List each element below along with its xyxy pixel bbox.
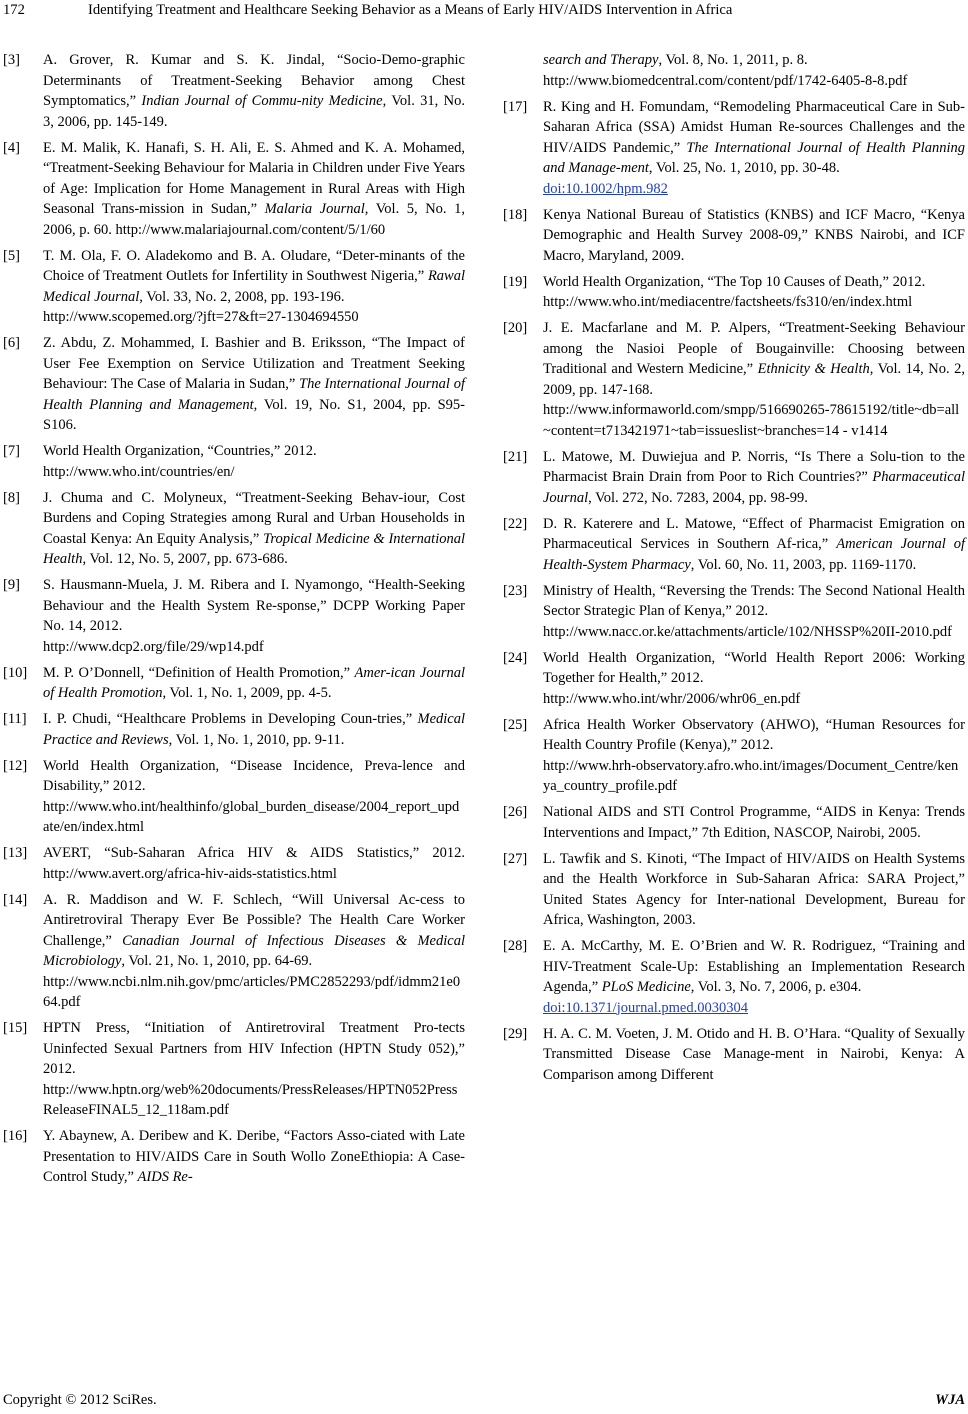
reference-text: World Health Organization, “World Health Report 2006: Working Together for Health,” 2012.: [543, 649, 965, 686]
reference-url: http://www.who.int/whr/2006/whr06_en.pdf: [543, 690, 801, 707]
reference-url: http://www.dcp2.org/file/29/wp14.pdf: [43, 638, 264, 655]
running-title: Identifying Treatment and Healthcare Seeking Behavior as a Means of Early HIV/AIDS Intervention in Africa: [88, 2, 733, 18]
reference-item: [503, 318, 965, 441]
reference-text: Y. Abaynew, A. Deribew and K. Deribe, “Factors Asso-ciated with Late Presentation to HIV/AIDS Care in South Wollo ZoneEthiopia: A Case-Control Study,”: [43, 1128, 465, 1185]
reference-journal: The International Journal of Health Planning and Management: [43, 376, 465, 413]
reference-number: [13]: [3, 845, 28, 861]
reference-journal: AIDS Re-: [137, 1169, 193, 1185]
reference-item: [3, 890, 465, 1013]
reference-body: [543, 514, 965, 576]
reference-text: World Health Organization, “The Top 10 Causes of Death,” 2012.: [543, 273, 926, 290]
reference-text: Z. Abdu, Z. Mohammed, I. Bashier and B. Eriksson, “The Impact of User Fee Exemption on Service Utilization and Treatment Seeking Behaviour: The Case of Malaria in Sudan,”: [43, 335, 465, 392]
reference-item: [3, 1018, 465, 1121]
reference-body: [43, 663, 465, 704]
reference-item: [3, 1126, 465, 1188]
reference-details: , Vol. 8, No. 1, 2011, p. 8.: [658, 52, 808, 68]
reference-body: [43, 756, 465, 838]
reference-journal: Malaria Journal: [264, 201, 365, 217]
reference-details: , Vol. 19, No. S1, 2004, pp. S95-S106.: [43, 396, 465, 433]
reference-body: [543, 272, 965, 313]
reference-doi-link[interactable]: doi:10.1371/journal.pmed.0030304: [543, 999, 748, 1016]
reference-item: [503, 272, 965, 313]
reference-body: [543, 581, 965, 643]
reference-number: [28]: [503, 938, 528, 954]
reference-item: [503, 648, 965, 710]
reference-text: R. King and H. Fomundam, “Remodeling Pharmaceutical Care in Sub-Saharan Africa (SSA) Amidst Human Re-sources Challenges and the HIV/AIDS Pandemic,”: [543, 98, 965, 156]
reference-journal: American Journal of Health-System Pharmacy: [543, 536, 966, 573]
reference-text: Kenya National Bureau of Statistics (KNBS) and ICF Macro, “Kenya Demographic and Health Survey 2008-09,” KNBS Nairobi, and ICF Macro, Maryland, 2009.: [543, 206, 965, 264]
reference-body: [43, 575, 465, 657]
reference-number: [3]: [3, 52, 20, 68]
reference-details: , Vol. 21, No. 1, 2010, pp. 64-69.: [121, 953, 313, 969]
reference-body: [543, 205, 965, 267]
reference-item: [3, 246, 465, 328]
page-header: [0, 0, 968, 29]
reference-journal: Rawal Medical Journal: [43, 268, 465, 305]
reference-journal: Pharmaceutical Journal: [543, 469, 965, 506]
reference-item: [503, 97, 965, 200]
reference-url: http://www.scopemed.org/?jft=27&ft=27-1304694550: [43, 309, 359, 325]
reference-item: [3, 575, 465, 657]
reference-url: http://www.who.int/healthinfo/global_burden_disease/2004_report_update/en/index.html: [43, 798, 460, 835]
reference-number: [14]: [3, 891, 28, 908]
reference-item: [503, 205, 965, 267]
references-left-column: [3, 50, 465, 1193]
reference-journal: Indian Journal of Commu-nity Medicine: [141, 93, 383, 109]
reference-text: J. Chuma and C. Molyneux, “Treatment-Seeking Behav-iour, Cost Burdens and Coping Strategies among Rural and Urban Households in Coastal Kenya: An Equity Analysis,”: [43, 489, 465, 547]
reference-body: [543, 936, 965, 1018]
reference-url: http://www.hptn.org/web%20documents/PressReleases/HPTN052PressReleaseFINAL5_12_118am.pdf: [43, 1081, 458, 1118]
reference-body: [43, 246, 465, 328]
reference-number: [15]: [3, 1020, 28, 1036]
reference-body: [543, 802, 965, 843]
reference-body: [543, 1024, 965, 1086]
reference-body: [543, 447, 965, 509]
reference-details: , Vol. 5, No. 1, 2006, p. 60. http://www.malariajournal.com/content/5/1/60: [43, 201, 465, 238]
reference-text: National AIDS and STI Control Programme, “AIDS in Kenya: Trends Interventions and Impact,” 7th Edition, NASCOP, Nairobi, 2005.: [543, 804, 965, 841]
reference-details: , Vol. 1, No. 1, 2010, pp. 9-11.: [168, 731, 345, 748]
reference-details: , Vol. 14, No. 2, 2009, pp. 147-168.: [543, 361, 965, 398]
journal-abbreviation: WJA: [935, 1392, 965, 1408]
reference-body: [543, 715, 965, 797]
reference-url: http://www.informaworld.com/smpp/516690265-78615192/title~db=all~content=t713421971~tab=issueslist~branches=14 - v1414: [543, 402, 960, 439]
reference-body: [43, 138, 465, 241]
reference-number: [4]: [3, 139, 20, 156]
reference-item: [503, 802, 965, 843]
reference-number: [29]: [503, 1025, 528, 1042]
reference-item: [503, 715, 965, 797]
reference-text: E. M. Malik, K. Hanafi, S. H. Ali, E. S. Ahmed and K. A. Mohamed, “Treatment-Seeking Behaviour for Malaria in Children under Five Years of Age: Implication for Home Management in Rural Areas with High Seasonal Trans-mission in Sudan,”: [43, 139, 465, 217]
reference-item: [3, 50, 465, 132]
reference-journal: Amer-ican Journal of Health Promotion: [43, 664, 465, 701]
reference-item: [503, 936, 965, 1018]
reference-text: I. P. Chudi, “Healthcare Problems in Developing Coun-tries,”: [43, 711, 418, 727]
reference-number: [7]: [3, 443, 20, 459]
reference-text: A. Grover, R. Kumar and S. K. Jindal, “Socio-Demo-graphic Determinants of Treatment-Seeking Behavior among Chest Symptomatics,”: [43, 52, 465, 109]
reference-number: [6]: [3, 335, 20, 351]
reference-body: [543, 97, 965, 200]
reference-number: [25]: [503, 716, 528, 733]
reference-body: [543, 318, 965, 441]
reference-number: [5]: [3, 247, 20, 264]
reference-text: Africa Health Worker Observatory (AHWO), “Human Resources for Health Country Profile (Kenya),” 2012.: [543, 716, 965, 753]
reference-details: , Vol. 3, No. 7, 2006, p. e304.: [690, 979, 862, 995]
reference-journal: Ethnicity & Health: [757, 361, 870, 377]
reference-journal: PLoS Medicine: [601, 979, 691, 995]
reference-body: [43, 50, 465, 132]
reference-body: [43, 441, 465, 482]
reference-text: World Health Organization, “Countries,” 2012.: [43, 443, 317, 459]
reference-journal: search and Therapy: [543, 52, 659, 68]
reference-item: [3, 756, 465, 838]
reference-body: [543, 849, 965, 931]
reference-item: [503, 514, 965, 576]
reference-number: [16]: [3, 1128, 28, 1144]
reference-item: [3, 333, 465, 436]
reference-body: [43, 890, 465, 1013]
reference-details: , Vol. 25, No. 1, 2010, pp. 30-48.: [648, 160, 840, 176]
reference-text: M. P. O’Donnell, “Definition of Health Promotion,”: [43, 664, 355, 681]
reference-body: [43, 1018, 465, 1121]
reference-number: [21]: [503, 448, 528, 465]
reference-body: [543, 648, 965, 710]
reference-number: [11]: [3, 711, 27, 727]
reference-item: [503, 581, 965, 643]
reference-body: [43, 333, 465, 436]
reference-item: [3, 441, 465, 482]
reference-text: AVERT, “Sub-Saharan Africa HIV & AIDS Statistics,” 2012. http://www.avert.org/africa-hiv-aids-statistics.html: [43, 845, 465, 882]
reference-text: T. M. Ola, F. O. Aladekomo and B. A. Oludare, “Deter-minants of the Choice of Treatment Outlets for Infertility in Southwest Nigeria,”: [43, 247, 465, 284]
reference-text: HPTN Press, “Initiation of Antiretroviral Treatment Pro-tects Uninfected Sexual Partners from HIV Infection (HPTN Study 052),” 2012.: [43, 1020, 465, 1077]
reference-body: [43, 709, 465, 750]
reference-url: http://www.biomedcentral.com/content/pdf/1742-6405-8-8.pdf: [543, 72, 908, 89]
reference-text: L. Tawfik and S. Kinoti, “The Impact of HIV/AIDS on Health Systems and the Health Workforce in Sub-Saharan Africa: SARA Project,” United States Agency for Inter-national Development, Bureau for Africa, Washington, 2003.: [543, 850, 965, 928]
reference-doi-link[interactable]: doi:10.1002/hpm.982: [543, 180, 668, 197]
reference-journal: The International Journal of Health Planning and Manage-ment: [543, 139, 965, 176]
reference-url: http://www.who.int/countries/en/: [43, 463, 235, 480]
reference-number: [23]: [503, 582, 528, 599]
reference-number: [24]: [503, 649, 528, 666]
copyright-notice: Copyright © 2012 SciRes.: [3, 1392, 157, 1408]
page-number: 172: [3, 2, 25, 18]
reference-details: , Vol. 272, No. 7283, 2004, pp. 98-99.: [588, 489, 808, 506]
reference-text: L. Matowe, M. Duwiejua and P. Norris, “Is There a Solu-tion to the Pharmacist Brain Drain from Poor to Rich Countries?”: [543, 448, 965, 485]
reference-url: http://www.ncbi.nlm.nih.gov/pmc/articles/PMC2852293/pdf/idmm21e064.pdf: [43, 973, 461, 1010]
reference-number: [22]: [503, 515, 528, 532]
reference-number: [18]: [503, 206, 528, 223]
reference-number: [19]: [503, 273, 528, 290]
reference-number: [26]: [503, 804, 528, 820]
reference-number: [12]: [3, 757, 28, 774]
reference-body: [43, 1126, 465, 1188]
reference-item: [503, 447, 965, 509]
reference-text: A. R. Maddison and W. F. Schlech, “Will Universal Ac-cess to Antiretroviral Therapy Ever Be Possible? The Health Care Worker Challenge,”: [43, 891, 465, 949]
references-right-column: [503, 50, 965, 1091]
reference-continuation: [503, 50, 965, 91]
reference-number: [8]: [3, 489, 20, 506]
reference-url: http://www.who.int/mediacentre/factsheets/fs310/en/index.html: [543, 294, 913, 310]
reference-number: [9]: [3, 577, 20, 593]
reference-details: , Vol. 33, No. 2, 2008, pp. 193-196.: [139, 288, 345, 305]
reference-item: [503, 849, 965, 931]
reference-number: [27]: [503, 850, 528, 867]
reference-text: D. R. Katerere and L. Matowe, “Effect of Pharmacist Emigration on Pharmaceutical Services in Southern Af-rica,”: [543, 515, 965, 552]
reference-text: H. A. C. M. Voeten, J. M. Otido and H. B. O’Hara. “Quality of Sexually Transmitted Disease Case Manage-ment in Nairobi, Kenya: A Comparison among Different: [543, 1025, 965, 1083]
reference-item: [3, 709, 465, 750]
reference-text: World Health Organization, “Disease Incidence, Preva-lence and Disability,” 2012.: [43, 757, 465, 794]
reference-item: [3, 843, 465, 884]
reference-number: [20]: [503, 320, 528, 336]
reference-journal: Canadian Journal of Infectious Diseases & Medical Microbiology: [43, 932, 465, 969]
reference-body: [43, 488, 465, 570]
reference-text: Ministry of Health, “Reversing the Trends: The Second National Health Sector Strategic Plan of Kenya,” 2012.: [543, 582, 965, 619]
reference-item: [3, 488, 465, 570]
reference-details: , Vol. 60, No. 11, 2003, pp. 1169-1170.: [690, 556, 917, 573]
reference-text: S. Hausmann-Muela, J. M. Ribera and I. Nyamongo, “Health-Seeking Behaviour and the Health System Re-sponse,” DCPP Working Paper No. 14, 2012.: [43, 577, 465, 634]
reference-body: [43, 843, 465, 884]
reference-details: , Vol. 12, No. 5, 2007, pp. 673-686.: [82, 551, 288, 567]
reference-item: [3, 663, 465, 704]
reference-number: [17]: [503, 98, 528, 115]
reference-details: , Vol. 1, No. 1, 2009, pp. 4-5.: [162, 685, 332, 701]
reference-details: , Vol. 31, No. 3, 2006, pp. 145-149.: [43, 93, 465, 130]
reference-journal: Medical Practice and Reviews: [43, 711, 465, 748]
reference-number: [10]: [3, 664, 28, 681]
reference-item: [503, 1024, 965, 1086]
reference-text: J. E. Macfarlane and M. P. Alpers, “Treatment-Seeking Behaviour among the Nasioi People of Bougainville: Choosing between Traditional and Western Medicine,”: [543, 320, 965, 377]
reference-text: E. A. McCarthy, M. E. O’Brien and W. R. Rodriguez, “Training and HIV-Treatment Scale-Up: Establishing an Implementation Research Agenda,”: [543, 938, 965, 995]
reference-journal: Tropical Medicine & International Health: [43, 530, 465, 567]
reference-url: http://www.nacc.or.ke/attachments/article/102/NHSSP%20II-2010.pdf: [543, 623, 953, 640]
reference-item: [3, 138, 465, 241]
reference-url: http://www.hrh-observatory.afro.who.int/images/Document_Centre/kenya_country_profile.pdf: [543, 757, 959, 794]
